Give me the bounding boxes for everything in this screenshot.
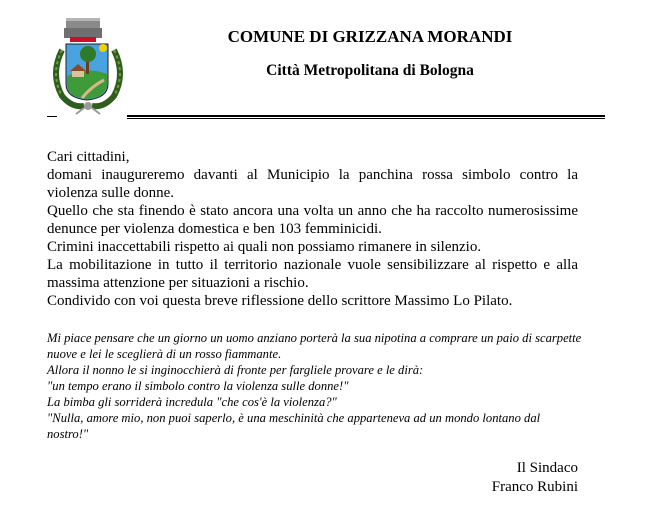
paragraph: Condivido con voi questa breve riflessione dello scrittore Massimo Lo Pilato. xyxy=(47,293,513,309)
signature-block xyxy=(492,459,578,497)
header-divider-short xyxy=(47,116,57,117)
coat-of-arms-emblem xyxy=(48,14,128,116)
quote-line: "Nulla, amore mio, non puoi saperlo, è una meschinità che apparteneva ad un mondo lontano dal nostro!" xyxy=(47,411,541,441)
quote-line: La bimba gli sorriderà incredula "che cos'è la violenza?" xyxy=(47,395,337,409)
signature-name: Franco Rubini xyxy=(491,479,578,495)
quote-line: Mi piace pensare che un giorno un uomo anziano porterà la sua nipotina a comprare un paio di scarpette nuove e lei le sceglierà di un rosso fiammante. xyxy=(47,331,582,361)
header-divider xyxy=(127,115,605,119)
signature-role: Il Sindaco xyxy=(516,460,578,476)
quote-line: Allora il nonno le si inginocchierà di fronte per fargliele provare e le dirà: xyxy=(47,363,424,377)
paragraph: Crimini inaccettabili rispetto ai quali non possiamo rimanere in silenzio. xyxy=(47,239,482,255)
municipality-title: COMUNE DI GRIZZANA MORANDI xyxy=(227,27,513,46)
municipality-subtitle: Città Metropolitana di Bologna xyxy=(266,62,474,79)
paragraph: domani inaugureremo davanti al Municipio la panchina rossa simbolo contro la violenza sulle donne. xyxy=(47,167,578,201)
quote-line: "un tempo erano il simbolo contro la violenza sulle donne!" xyxy=(47,379,349,393)
letter-body xyxy=(47,148,578,310)
greeting: Cari cittadini, xyxy=(47,149,130,165)
quoted-reflection xyxy=(47,330,582,442)
paragraph: Quello che sta finendo è stato ancora una volta un anno che ha raccolto numerosissime denunce per violenza domestica e ben 103 femminicidi. xyxy=(47,203,578,237)
paragraph: La mobilitazione in tutto il territorio nazionale vuole sensibilizzare al rispetto e alla massima attenzione per situazioni a rischio. xyxy=(47,257,578,291)
